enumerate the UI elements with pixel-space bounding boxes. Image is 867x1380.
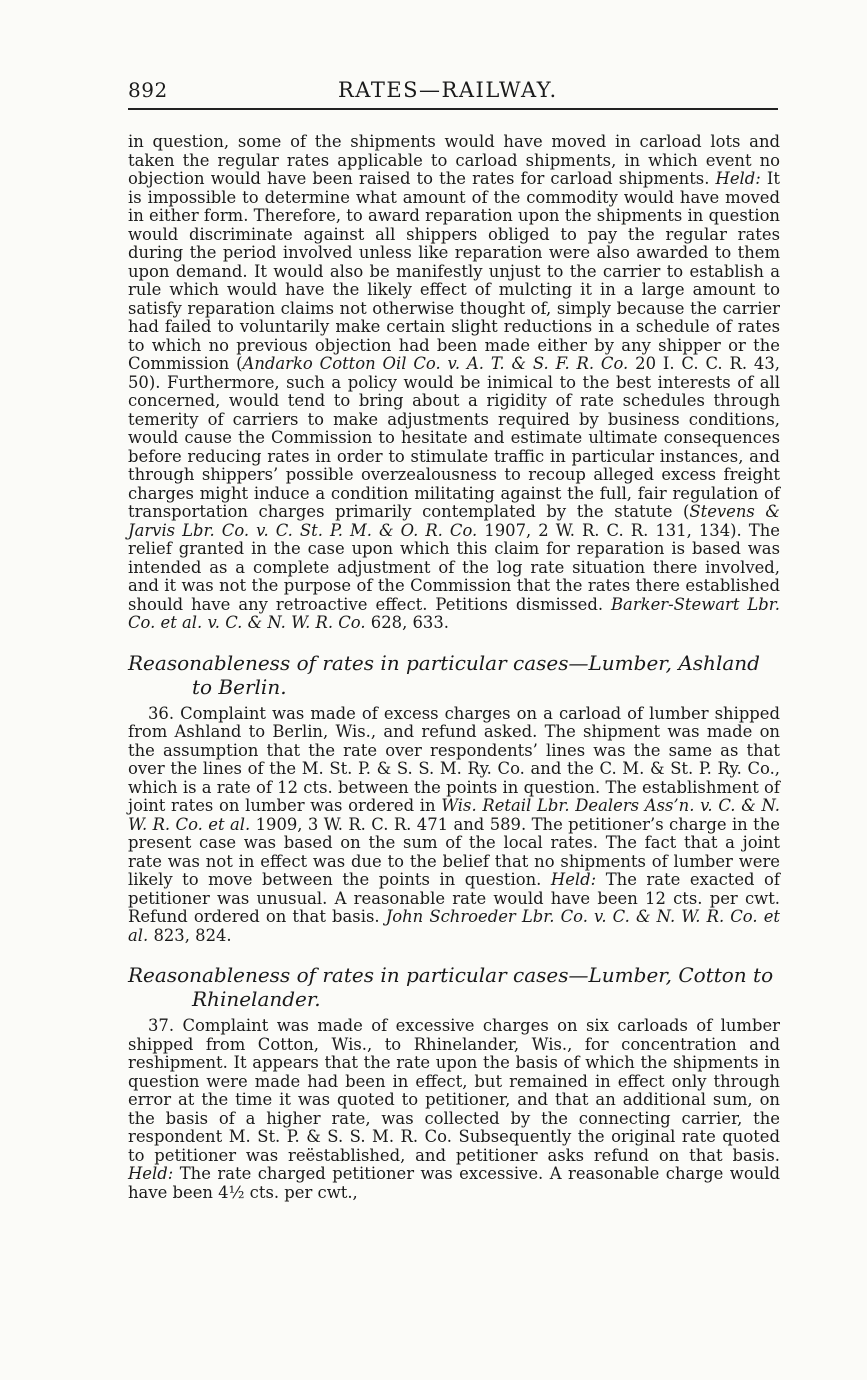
case-entry-37: 37. Complaint was made of excessive charges on six carloads of lumber shipped from Cotton, Wis., to Rhinelander, Wis., for concentration and reshipment. It appears that the rate upon the basis of which the shipments in question were made had been in effect, but remained in effect only through error at the time it was quoted to petitioner, and that an additional sum, on the basis of a higher rate, was collected by the connecting carrier, the respondent M. St. P. & S. S. M. R. Co. Subsequently the original rate quoted to petitioner was reëstablished, and petitioner asks refund on that basis. Held: The rate charged petitioner was excessive. A reasonable charge would have been 4½ cts. per cwt., — [128, 1016, 780, 1202]
held-label: Held: — [550, 870, 597, 889]
section-heading: Reasonableness of rates in particular cases—Lumber, Ashland to Berlin. — [128, 650, 760, 699]
page-body — [128, 133, 780, 1202]
page-number: 892 — [128, 78, 168, 102]
case-citation: Barker-Stewart Lbr. Co. et al. v. C. & N. W. R. Co. — [128, 594, 780, 632]
page-header — [128, 74, 778, 110]
running-head: RATES—RAILWAY. — [338, 78, 558, 102]
case-citation: Andarko Cotton Oil Co. v. A. T. & S. F. R. Co. — [242, 354, 629, 373]
held-label: Held: — [715, 169, 761, 188]
case-citation: Wis. Retail Lbr. Dealers Ass’n. v. C. & N. W. R. Co. et al. — [128, 796, 780, 834]
section-heading: Reasonableness of rates in particular cases—Lumber, Cotton to Rhinelander. — [128, 963, 774, 1011]
case-citation: Stevens & Jarvis Lbr. Co. v. C. St. P. M. & O. R. Co. — [128, 502, 780, 540]
continuation-paragraph: in question, some of the shipments would have moved in carload lots and taken the regular rates applicable to carload shipments, in which event no objection would have been raised to the rates for carload shipments. Held: It is impossible to determine what amount of the commodity would have moved in either form. Therefore, to award reparation upon the shipments in question would discriminate against all shippers obliged to pay the regular rates during the period involved unless like reparation were also awarded to them upon demand. It would also be manifestly unjust to the carrier to establish a rule which would have the likely effect of mulcting it in a large amount to satisfy reparation claims not otherwise thought of, simply because the carrier had failed to voluntarily make certain slight reductions in a schedule of rates to which no previous objection had been made either by any shipper or the Commission (Andarko Cotton Oil Co. v. A. T. & S. F. R. Co. 20 I. C. C. R. 43, 50). Furthermore, such a policy would be inimical to the best interests of all concerned, would tend to bring about a rigidity of rate schedules through temerity of carriers to make adjustments required by business conditions, would cause the Commission to hesitate and estimate ultimate consequences before reducing rates in order to stimulate traffic in particular instances, and through shippers’ possible overzealousness to recoup alleged excess freight charges might induce a condition militating against the full, fair regulation of transportation charges primarily contemplated by the statute (Stevens & Jarvis Lbr. Co. v. C. St. P. M. & O. R. Co. 1907, 2 W. R. C. R. 131, 134). The relief granted in the case upon which this claim for reparation is based was intended as a complete adjustment of the log rate situation there involved, and it was not the purpose of the Commission that the rates there established should have any retroactive effect. Petitions dismissed. Barker-Stewart Lbr. Co. et al. v. C. & N. W. R. Co. 628, 633. — [128, 132, 780, 632]
held-label: Held: — [128, 1164, 174, 1183]
case-citation: John Schroeder Lbr. Co. v. C. & N. W. R. Co. et al. — [128, 907, 780, 945]
case-entry-36: 36. Complaint was made of excess charges on a carload of lumber shipped from Ashland to Berlin, Wis., and refund asked. The shipment was made on the assumption that the rate over respondents’ lines was the same as that over the lines of the M. St. P. & S. S. M. Ry. Co. and the C. M. & St. P. Ry. Co., which is a rate of 12 cts. between the points in question. The establishment of joint rates on lumber was ordered in Wis. Retail Lbr. Dealers Ass’n. v. C. & N. W. R. Co. et al. 1909, 3 W. R. C. R. 471 and 589. The petitioner’s charge in the present case was based on the sum of the local rates. The fact that a joint rate was not in effect was due to the belief that no shipments of lumber were likely to move between the points in question. Held: The rate exacted of petitioner was unusual. A reasonable rate would have been 12 cts. per cwt. Refund ordered on that basis. John Schroeder Lbr. Co. v. C. & N. W. R. Co. et al. 823, 824. — [128, 703, 780, 945]
